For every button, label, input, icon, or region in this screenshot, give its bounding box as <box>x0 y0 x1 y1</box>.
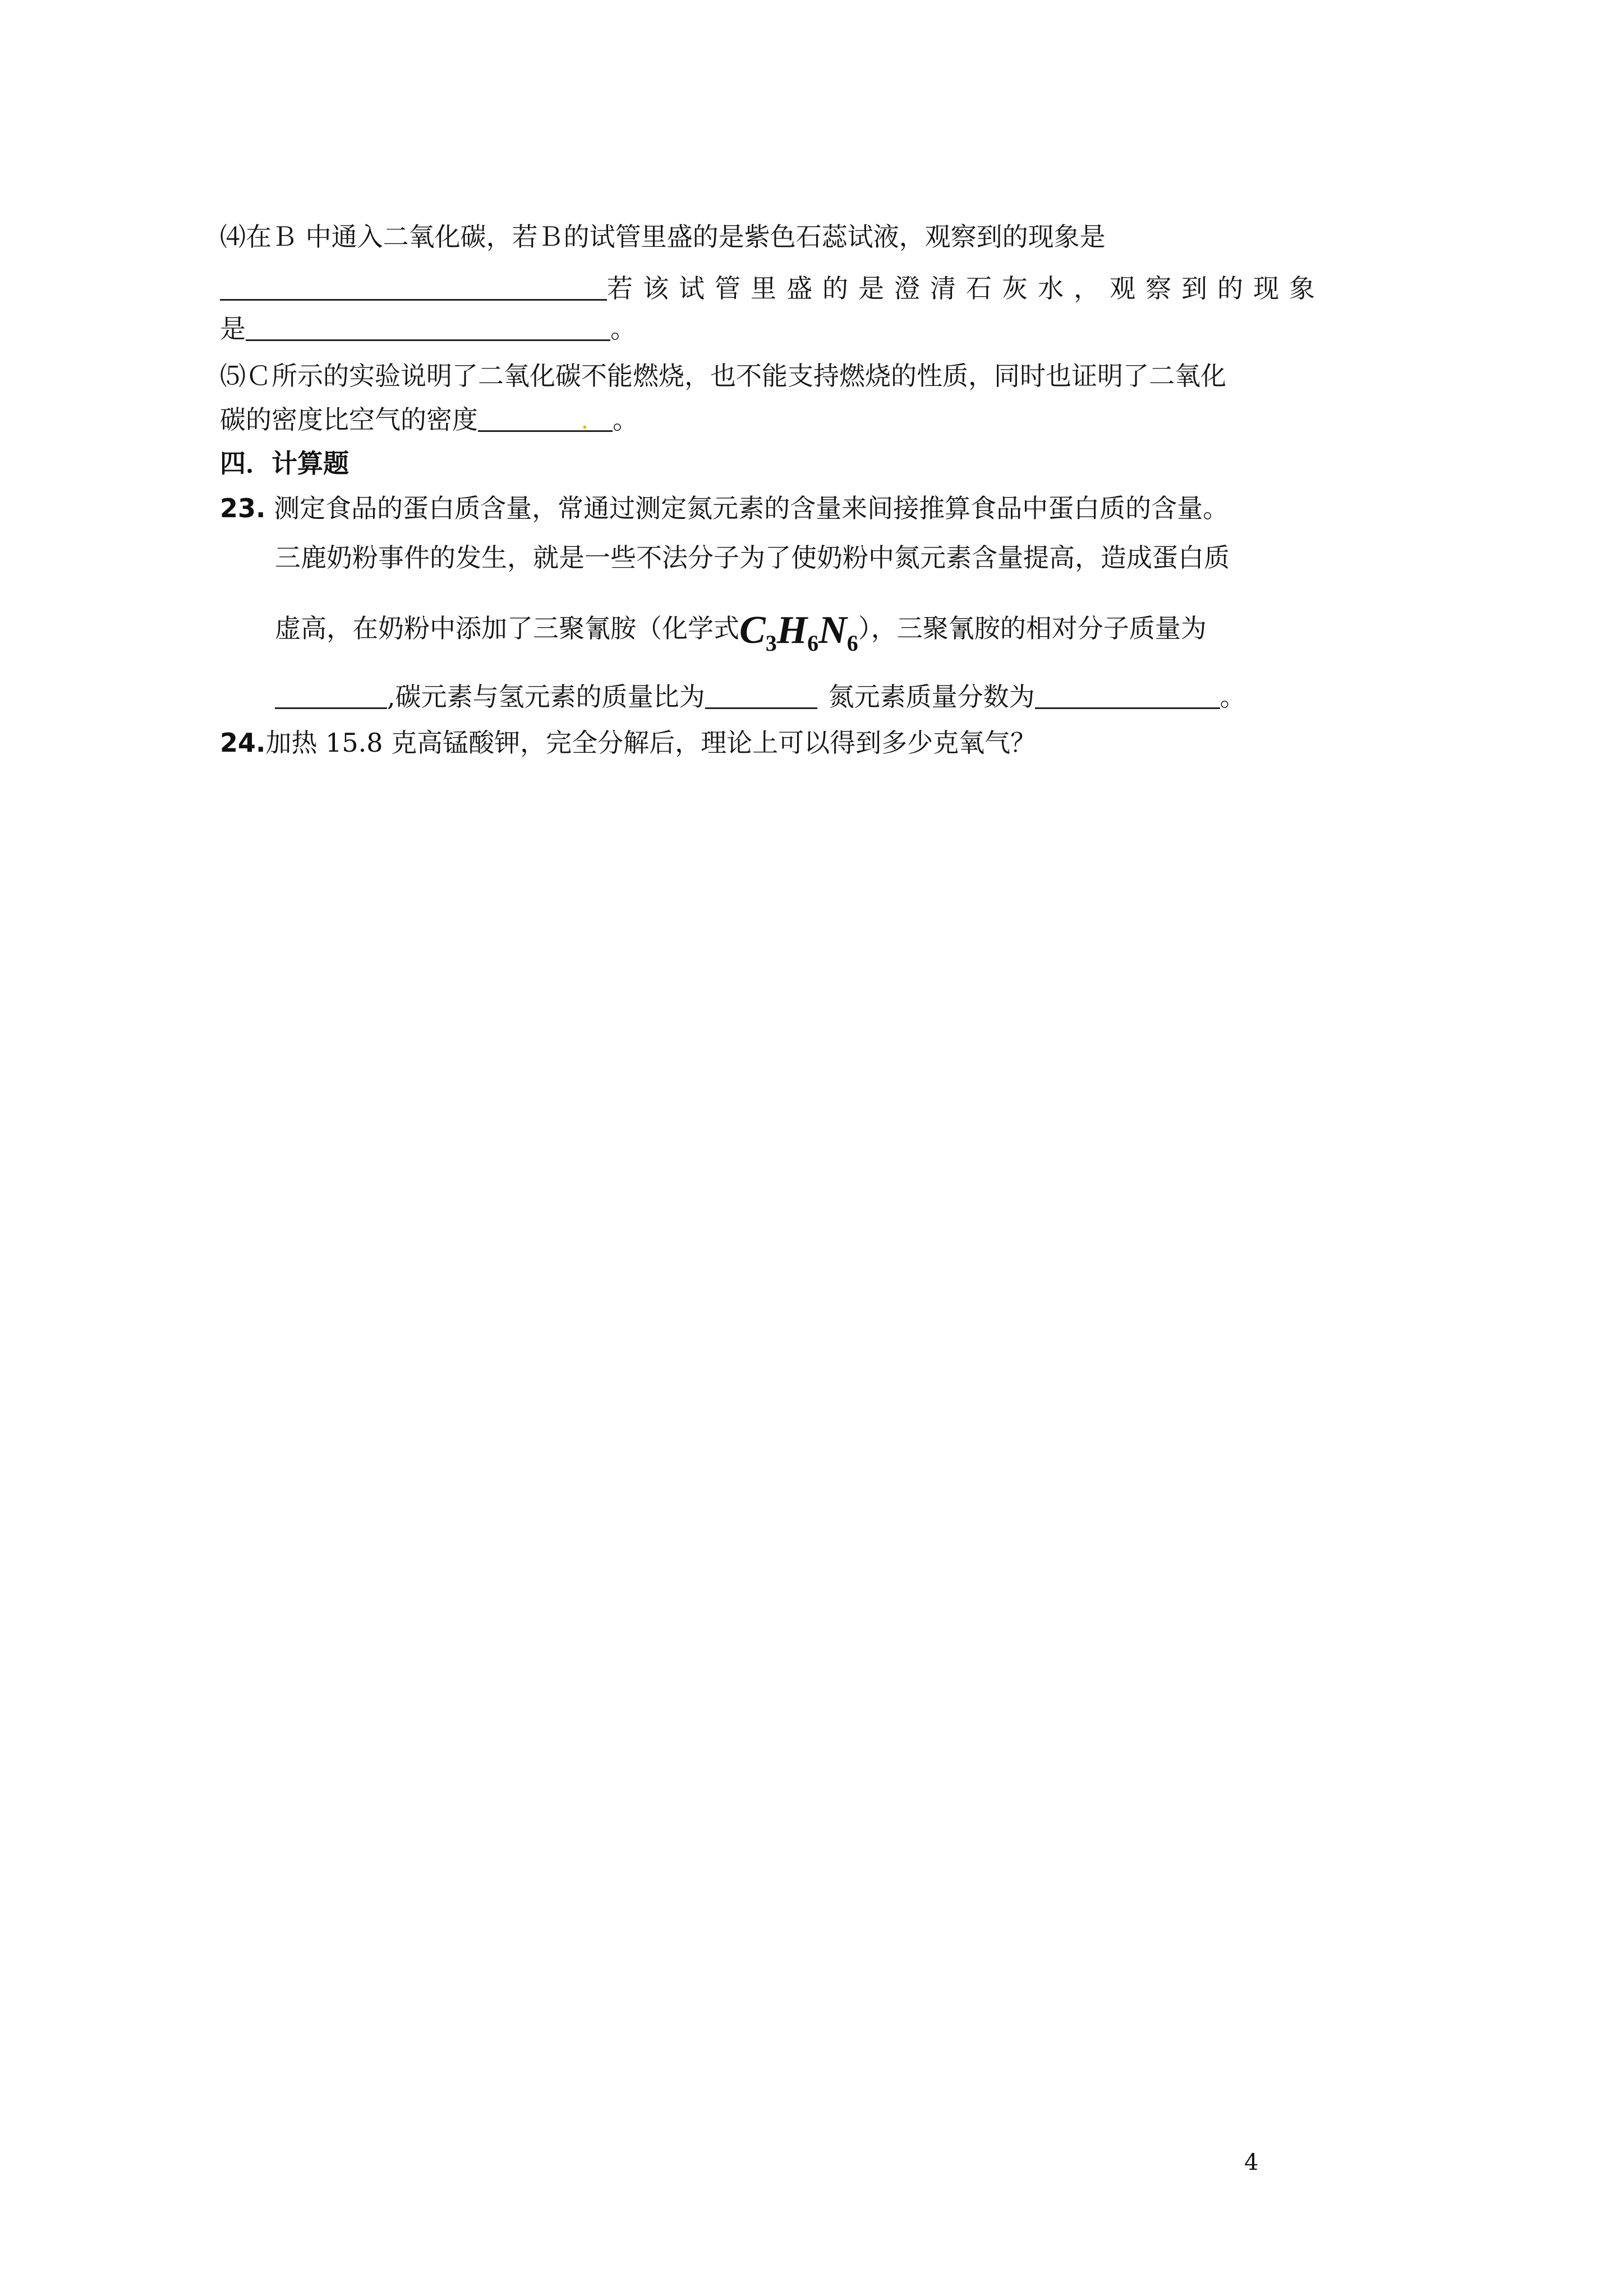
q23-line1 <box>220 491 1275 525</box>
q24-text: 加热 15.8 克高锰酸钾，完全分解后，理论上可以得到多少克氧气？ <box>265 728 1037 758</box>
q23-text-line3-suffix: ），三聚氰胺的相对分子质量为 <box>858 613 1207 643</box>
section-heading <box>220 447 1275 480</box>
q23-period: 。 <box>1220 682 1246 712</box>
q22-part5-text: ⑸Ｃ所示的实验说明了二氧化碳不能燃烧，也不能支持燃烧的性质，同时也证明了二氧化 <box>220 361 1226 391</box>
q22-part4-line3 <box>220 312 1275 346</box>
answer-blank-nitrogen-fraction[interactable] <box>1035 683 1220 709</box>
formula-nitrogen-count: 6 <box>846 631 858 656</box>
formula-carbon: C <box>739 609 766 652</box>
q23-number: 23. <box>220 493 266 523</box>
q23-nitrogen-fraction-text: 氮元素质量分数为 <box>828 682 1035 712</box>
q22-part4-period: 。 <box>610 314 636 344</box>
answer-blank-litmus[interactable] <box>220 274 607 301</box>
answer-blank-density[interactable] <box>478 406 613 432</box>
formula-nitrogen: N <box>818 609 847 652</box>
q23-line3 <box>275 606 1329 666</box>
melamine-formula <box>739 609 858 656</box>
q22-part4-limewater-text: 若该试管里盛的是澄清石灰水，观察到的现象 <box>607 273 1325 303</box>
stray-mark <box>583 426 586 429</box>
q22-part4-line2 <box>220 272 1325 305</box>
answer-blank-limewater[interactable] <box>246 315 610 341</box>
q22-part4-prefix: 是 <box>220 314 246 344</box>
q22-part5-line2 <box>220 403 1275 436</box>
answer-blank-molar-mass[interactable] <box>275 683 387 709</box>
formula-hydrogen-count: 6 <box>807 631 819 656</box>
q23-mass-ratio-text: ,碳元素与氢元素的质量比为 <box>387 682 705 712</box>
q23-text-line1: 测定食品的蛋白质含量，常通过测定氮元素的含量来间接推算食品中蛋白质的含量。 <box>274 493 1229 523</box>
q24-line <box>220 726 1275 760</box>
q22-part4-text: ⑷在Ｂ 中通入二氧化碳，若Ｂ的试管里盛的是紫色石蕊试液，观察到的现象是 <box>220 222 1106 252</box>
q22-part5-prefix: 碳的密度比空气的密度 <box>220 404 478 435</box>
q23-line4 <box>275 680 1329 714</box>
formula-hydrogen: H <box>776 609 808 652</box>
q24-number: 24. <box>220 728 266 758</box>
formula-carbon-count: 3 <box>765 631 777 656</box>
q23-text-line2: 三鹿奶粉事件的发生，就是一些不法分子为了使奶粉中氮元素含量提高，造成蛋白质 <box>275 542 1230 573</box>
answer-blank-mass-ratio[interactable] <box>705 683 817 709</box>
q22-part4-line1 <box>220 220 1275 254</box>
page-number: 4 <box>1244 2150 1259 2175</box>
q22-part5-line1 <box>220 359 1275 393</box>
q23-line2 <box>275 541 1329 574</box>
q22-part5-period: 。 <box>613 404 638 435</box>
section-heading-text: 四．计算题 <box>220 448 349 478</box>
q23-text-line3-prefix: 虚高，在奶粉中添加了三聚氰胺（化学式 <box>275 613 739 643</box>
